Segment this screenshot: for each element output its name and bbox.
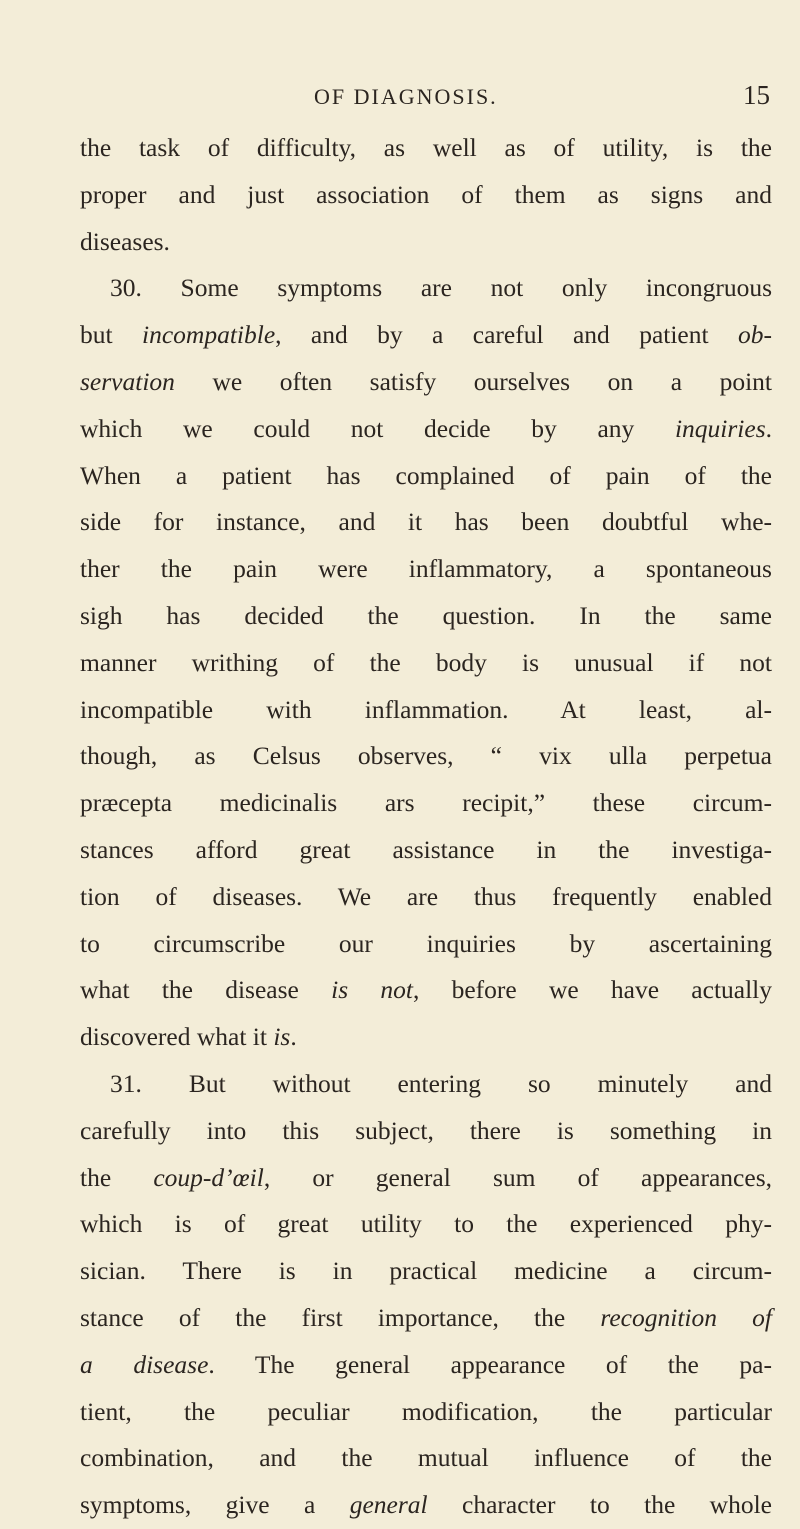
text-line: but incompatible, and by a careful and patient ob- [80, 320, 772, 350]
chapter-title: OF DIAGNOSIS. [314, 84, 498, 109]
text-line: proper and just association of them as signs and [80, 179, 772, 209]
text-line: ther the pain were inflammatory, a spontaneous [80, 554, 772, 584]
text-line: manner writhing of the body is unusual if not [80, 647, 772, 677]
text-line: stances afford great assistance in the investiga- [80, 834, 772, 864]
text-line: tion of diseases. We are thus frequently enabled [80, 881, 772, 911]
italic-term: is not [331, 975, 413, 1005]
text-line: carefully into this subject, there is something in [80, 1115, 772, 1145]
text-line: sician. There is in practical medicine a circum- [80, 1256, 772, 1286]
paragraph-30-start: 30. Some symptoms are not only incongruous [110, 273, 772, 303]
text-line: servation we often satisfy ourselves on a point [80, 366, 772, 396]
italic-term: servation [80, 366, 175, 396]
italic-term: inquiries [674, 413, 766, 443]
text-line: a disease. The general appearance of the pa- [80, 1349, 772, 1379]
text-line: to circumscribe our inquiries by ascertaining [80, 928, 772, 958]
text-line: side for instance, and it has been doubtful whe- [80, 507, 772, 537]
italic-term: recognition of [600, 1302, 773, 1332]
text-line: though, as Celsus observes, “ vix ulla perpetua [80, 741, 772, 771]
page-number: 15 [743, 80, 770, 110]
text-line: When a patient has complained of pain of the [80, 460, 772, 490]
italic-term: a disease [80, 1349, 209, 1379]
italic-term: ob- [738, 320, 772, 350]
text-line: symptoms, give a general character to the whole [80, 1490, 772, 1520]
text-line: tient, the peculiar modification, the particular [80, 1396, 772, 1426]
running-header [80, 80, 770, 124]
text-line: which is of great utility to the experienced phy- [80, 1209, 772, 1239]
text-line: incompatible with inflammation. At least, al- [80, 694, 772, 724]
text-line: the coup-d’œil, or general sum of appearances, [80, 1162, 772, 1192]
text-line: what the disease is not, before we have actually [80, 975, 773, 1005]
italic-term: general [349, 1490, 428, 1520]
text-line: which we could not decide by any inquiries. [80, 413, 772, 443]
paragraph-31-start: 31. But without entering so minutely and [110, 1068, 772, 1098]
text-line: discovered what it is. [80, 1022, 297, 1052]
italic-term: coup-d’œil [153, 1162, 264, 1192]
text-line: diseases. [80, 226, 170, 256]
text-line: stance of the first importance, the recognition of [80, 1302, 773, 1332]
italic-term: is [273, 1022, 291, 1052]
body-text [80, 125, 772, 1529]
text-line: the task of difficulty, as well as of utility, is the [80, 133, 772, 162]
italic-term: incompatible [142, 320, 276, 350]
text-line: sigh has decided the question. In the same [80, 600, 772, 630]
text-line: præcepta medicinalis ars recipit,” these circum- [80, 788, 772, 818]
text-line: combination, and the mutual influence of the [80, 1443, 772, 1473]
